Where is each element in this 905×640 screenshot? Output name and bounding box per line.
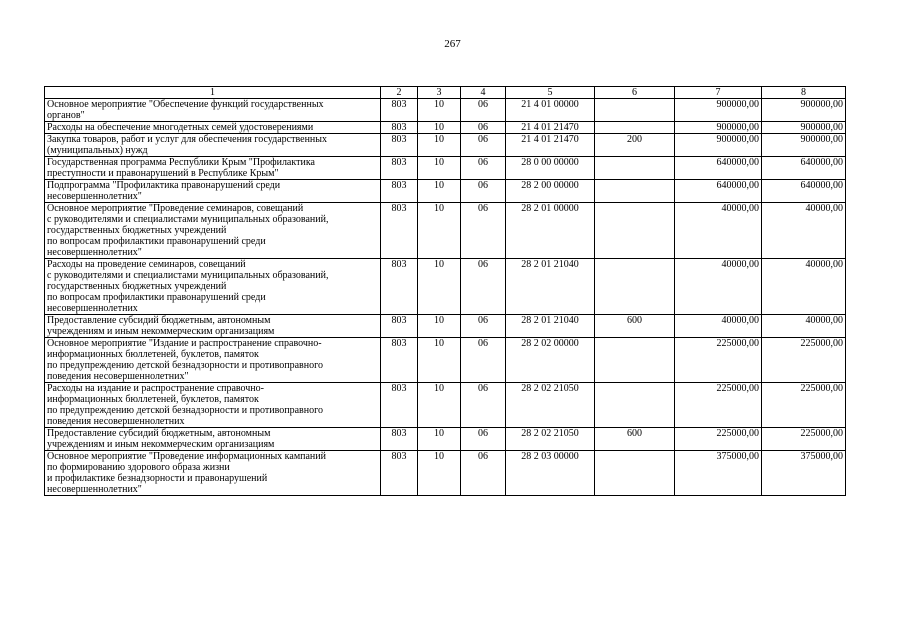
- subsection-cell: 06: [461, 451, 506, 496]
- subsection-cell: 06: [461, 134, 506, 157]
- amount-cell: 900000,00: [762, 122, 846, 134]
- section-cell: 10: [418, 383, 461, 428]
- expense-type-cell: [595, 99, 675, 122]
- table-row: [45, 451, 846, 496]
- table-row: [45, 134, 846, 157]
- subsection-cell: 06: [461, 315, 506, 338]
- column-header: 5: [506, 87, 595, 99]
- ministry-code-cell: 803: [381, 338, 418, 383]
- amount-cell: 900000,00: [762, 134, 846, 157]
- expense-type-cell: [595, 122, 675, 134]
- amount-cell: 375000,00: [762, 451, 846, 496]
- row-name-cell: Основное мероприятие "Обеспечение функций государственных органов": [45, 99, 381, 122]
- section-cell: 10: [418, 122, 461, 134]
- table-row: [45, 157, 846, 180]
- target-article-cell: 28 2 02 21050: [506, 383, 595, 428]
- target-article-cell: 21 4 01 21470: [506, 134, 595, 157]
- amount-cell: 900000,00: [675, 134, 762, 157]
- expense-type-cell: 200: [595, 134, 675, 157]
- subsection-cell: 06: [461, 203, 506, 259]
- ministry-code-cell: 803: [381, 122, 418, 134]
- expense-type-cell: [595, 259, 675, 315]
- column-header: 1: [45, 87, 381, 99]
- ministry-code-cell: 803: [381, 451, 418, 496]
- target-article-cell: 21 4 01 00000: [506, 99, 595, 122]
- row-name-cell: Закупка товаров, работ и услуг для обеспечения государственных (муниципальных) нужд: [45, 134, 381, 157]
- ministry-code-cell: 803: [381, 383, 418, 428]
- subsection-cell: 06: [461, 180, 506, 203]
- amount-cell: 225000,00: [762, 428, 846, 451]
- ministry-code-cell: 803: [381, 180, 418, 203]
- amount-cell: 900000,00: [675, 122, 762, 134]
- subsection-cell: 06: [461, 259, 506, 315]
- amount-cell: 40000,00: [675, 203, 762, 259]
- expense-type-cell: [595, 451, 675, 496]
- subsection-cell: 06: [461, 338, 506, 383]
- amount-cell: 225000,00: [675, 338, 762, 383]
- row-name-cell: Основное мероприятие "Проведение семинаров, совещаний с руководителями и специалистами муниципальных образований, государственных бюджетных учреждений по вопросам профилактики правонарушений среди несовершеннолетних": [45, 203, 381, 259]
- column-header: 2: [381, 87, 418, 99]
- table-row: [45, 315, 846, 338]
- amount-cell: 40000,00: [675, 315, 762, 338]
- ministry-code-cell: 803: [381, 134, 418, 157]
- expense-type-cell: [595, 203, 675, 259]
- subsection-cell: 06: [461, 122, 506, 134]
- column-header: 4: [461, 87, 506, 99]
- expense-type-cell: 600: [595, 428, 675, 451]
- row-name-cell: Расходы на проведение семинаров, совещаний с руководителями и специалистами муниципальных образований, государственных бюджетных учреждений по вопросам профилактики правонарушений среди несовершеннолетних: [45, 259, 381, 315]
- section-cell: 10: [418, 99, 461, 122]
- subsection-cell: 06: [461, 157, 506, 180]
- page-number: 267: [444, 38, 461, 50]
- row-name-cell: Государственная программа Республики Крым "Профилактика преступности и правонарушений в Республике Крым": [45, 157, 381, 180]
- table-row: [45, 259, 846, 315]
- amount-cell: 640000,00: [762, 180, 846, 203]
- ministry-code-cell: 803: [381, 428, 418, 451]
- row-name-cell: Подпрограмма "Профилактика правонарушений среди несовершеннолетних": [45, 180, 381, 203]
- ministry-code-cell: 803: [381, 203, 418, 259]
- target-article-cell: 28 2 02 21050: [506, 428, 595, 451]
- target-article-cell: 28 2 02 00000: [506, 338, 595, 383]
- amount-cell: 40000,00: [762, 203, 846, 259]
- amount-cell: 40000,00: [762, 259, 846, 315]
- amount-cell: 375000,00: [675, 451, 762, 496]
- amount-cell: 900000,00: [675, 99, 762, 122]
- row-name-cell: Основное мероприятие "Проведение информационных кампаний по формированию здорового образа жизни и профилактике безнадзорности и правонарушений несовершеннолетних": [45, 451, 381, 496]
- expense-type-cell: [595, 338, 675, 383]
- target-article-cell: 28 2 01 21040: [506, 259, 595, 315]
- target-article-cell: 28 2 00 00000: [506, 180, 595, 203]
- ministry-code-cell: 803: [381, 315, 418, 338]
- amount-cell: 225000,00: [675, 383, 762, 428]
- amount-cell: 225000,00: [762, 383, 846, 428]
- section-cell: 10: [418, 203, 461, 259]
- row-name-cell: Расходы на издание и распространение справочно- информационных бюллетеней, буклетов, памяток по предупреждению детской безнадзорности и противоправного поведения несовершеннолетних: [45, 383, 381, 428]
- budget-table: [44, 86, 846, 496]
- target-article-cell: 28 2 01 00000: [506, 203, 595, 259]
- amount-cell: 225000,00: [762, 338, 846, 383]
- column-header: 6: [595, 87, 675, 99]
- amount-cell: 40000,00: [675, 259, 762, 315]
- ministry-code-cell: 803: [381, 99, 418, 122]
- table-row: [45, 180, 846, 203]
- ministry-code-cell: 803: [381, 259, 418, 315]
- table-row: [45, 338, 846, 383]
- section-cell: 10: [418, 338, 461, 383]
- section-cell: 10: [418, 259, 461, 315]
- expense-type-cell: [595, 180, 675, 203]
- amount-cell: 900000,00: [762, 99, 846, 122]
- ministry-code-cell: 803: [381, 157, 418, 180]
- expense-type-cell: [595, 383, 675, 428]
- column-header: 8: [762, 87, 846, 99]
- row-name-cell: Основное мероприятие "Издание и распространение справочно- информационных бюллетеней, буклетов, памяток по предупреждению детской безнадзорности и противоправного поведения несовершеннолетних": [45, 338, 381, 383]
- target-article-cell: 21 4 01 21470: [506, 122, 595, 134]
- section-cell: 10: [418, 315, 461, 338]
- subsection-cell: 06: [461, 99, 506, 122]
- expense-type-cell: [595, 157, 675, 180]
- amount-cell: 640000,00: [762, 157, 846, 180]
- section-cell: 10: [418, 428, 461, 451]
- row-name-cell: Предоставление субсидий бюджетным, автономным учреждениям и иным некоммерческим организациям: [45, 428, 381, 451]
- column-header: 7: [675, 87, 762, 99]
- expense-type-cell: 600: [595, 315, 675, 338]
- table-row: [45, 122, 846, 134]
- amount-cell: 640000,00: [675, 180, 762, 203]
- row-name-cell: Расходы на обеспечение многодетных семей удостоверениями: [45, 122, 381, 134]
- section-cell: 10: [418, 134, 461, 157]
- table-row: [45, 99, 846, 122]
- section-cell: 10: [418, 157, 461, 180]
- table-body: [45, 99, 846, 496]
- target-article-cell: 28 2 01 21040: [506, 315, 595, 338]
- table-row: [45, 383, 846, 428]
- target-article-cell: 28 0 00 00000: [506, 157, 595, 180]
- column-header: 3: [418, 87, 461, 99]
- amount-cell: 225000,00: [675, 428, 762, 451]
- subsection-cell: 06: [461, 383, 506, 428]
- header-row: [45, 87, 846, 99]
- section-cell: 10: [418, 180, 461, 203]
- row-name-cell: Предоставление субсидий бюджетным, автономным учреждениям и иным некоммерческим организациям: [45, 315, 381, 338]
- amount-cell: 40000,00: [762, 315, 846, 338]
- table-row: [45, 203, 846, 259]
- amount-cell: 640000,00: [675, 157, 762, 180]
- target-article-cell: 28 2 03 00000: [506, 451, 595, 496]
- table-row: [45, 428, 846, 451]
- section-cell: 10: [418, 451, 461, 496]
- subsection-cell: 06: [461, 428, 506, 451]
